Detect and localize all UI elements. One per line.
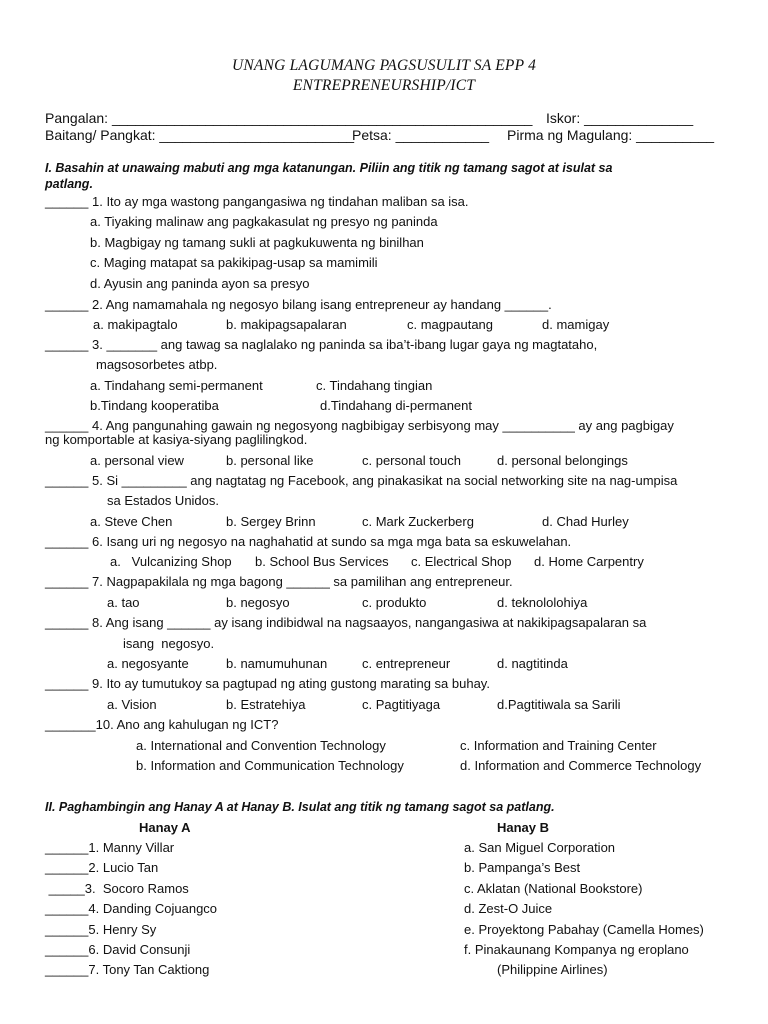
q6-choice-d: d. Home Carpentry [534, 554, 644, 569]
question-4-cont: ng komportable at kasiya-siyang paglilingkod. [45, 432, 308, 447]
q3-choice-b: b.Tindang kooperatiba [90, 398, 219, 413]
q1-choice-c: c. Maging matapat sa pakikipag-usap sa mamimili [90, 255, 378, 270]
question-10: _______10. Ano ang kahulugan ng ICT? [45, 717, 279, 732]
q3-choice-d: d.Tindahang di-permanent [320, 398, 473, 413]
hanay-b-item: c. Aklatan (National Bookstore) [464, 881, 643, 896]
pirma-field: Pirma ng Magulang: __________ [507, 127, 715, 143]
q10-choice-d: d. Information and Commerce Technology [460, 758, 702, 773]
petsa-field: Petsa: ____________ [352, 127, 490, 143]
hanay-b-item: f. Pinakaunang Kompanya ng eroplano [464, 942, 689, 957]
q9-choice-c: c. Pagtitiyaga [362, 697, 441, 712]
q10-choice-c: c. Information and Training Center [460, 738, 657, 753]
question-2: ______ 2. Ang namamahala ng negosyo bilang isang entrepreneur ay handang ______. [45, 297, 552, 312]
hanay-a-header: Hanay A [139, 820, 191, 835]
q2-choice-a: a. makipagtalo [93, 317, 178, 332]
hanay-a-item: ______5. Henry Sy [45, 922, 157, 937]
q2-choice-d: d. mamigay [542, 317, 610, 332]
hanay-a-item: ______4. Danding Cojuangco [45, 901, 218, 916]
q5-choice-b: b. Sergey Brinn [226, 514, 316, 529]
question-3-cont: magsosorbetes atbp. [96, 357, 218, 372]
question-3: ______ 3. _______ ang tawag sa naglalako ng paninda sa iba’t-ibang lugar gaya ng magtataho, [45, 337, 598, 352]
question-6: ______ 6. Isang uri ng negosyo na naghahatid at sundo sa mga mga bata sa eskuwelahan. [45, 534, 572, 549]
quiz-subtitle: ENTREPRENEURSHIP/ICT [292, 77, 476, 94]
question-8: ______ 8. Ang isang ______ ay isang indibidwal na nagsaayos, nangangasiwa at nakikipagsapalaran sa [45, 615, 647, 630]
q10-choice-a: a. International and Convention Technology [136, 738, 386, 753]
hanay-b-header: Hanay B [497, 820, 550, 835]
q9-choice-a: a. Vision [107, 697, 157, 712]
question-1: ______ 1. Ito ay mga wastong pangangasiwa ng tindahan maliban sa isa. [45, 194, 469, 209]
q9-choice-b: b. Estratehiya [226, 697, 306, 712]
q1-choice-d: d. Ayusin ang paninda ayon sa presyo [90, 276, 310, 291]
q6-choice-a: a. Vulcanizing Shop [110, 554, 232, 569]
q2-choice-c: c. magpautang [407, 317, 494, 332]
hanay-a-item: ______1. Manny Villar [45, 840, 175, 855]
q8-choice-d: d. nagtitinda [497, 656, 568, 671]
q4-choice-d: d. personal belongings [497, 453, 628, 468]
baitang-field: Baitang/ Pangkat: _________________________ [45, 127, 355, 143]
question-5-cont: sa Estados Unidos. [107, 493, 220, 508]
question-8-cont: isang negosyo. [123, 636, 215, 651]
hanay-b-item: d. Zest-O Juice [464, 901, 553, 916]
q8-choice-a: a. negosyante [107, 656, 189, 671]
quiz-title: UNANG LAGUMANG PAGSUSULIT SA EPP 4 [231, 57, 537, 74]
question-5: ______ 5. Si _________ ang nagtatag ng Facebook, ang pinakasikat na social networking site na nag-umpisa [45, 473, 678, 488]
q5-choice-a: a. Steve Chen [90, 514, 173, 529]
q7-choice-a: a. tao [107, 595, 140, 610]
q7-choice-d: d. teknololohiya [497, 595, 588, 610]
hanay-a-item: ______6. David Consunji [45, 942, 191, 957]
hanay-a-item: _____3. Socoro Ramos [45, 881, 189, 896]
q3-choice-a: a. Tindahang semi-permanent [90, 378, 263, 393]
q6-choice-c: c. Electrical Shop [411, 554, 512, 569]
q4-choice-c: c. personal touch [362, 453, 462, 468]
hanay-b-item: e. Proyektong Pabahay (Camella Homes) [464, 922, 704, 937]
q5-choice-c: c. Mark Zuckerberg [362, 514, 474, 529]
q1-choice-a: a. Tiyaking malinaw ang pagkakasulat ng presyo ng paninda [90, 214, 438, 229]
question-7: ______ 7. Nagpapakilala ng mga bagong ______ sa pamilihan ang entrepreneur. [45, 574, 513, 589]
hanay-a-item: ______7. Tony Tan Caktiong [45, 962, 210, 977]
iskor-field: Iskor: ______________ [546, 110, 694, 126]
q10-choice-b: b. Information and Communication Technology [136, 758, 404, 773]
hanay-b-item: b. Pampanga’s Best [464, 860, 581, 875]
question-4: ______ 4. Ang pangunahing gawain ng negosyong nagbibigay serbisyong may __________ ay ang pagbigay [45, 418, 674, 433]
hanay-b-item-cont: (Philippine Airlines) [497, 962, 608, 977]
q7-choice-c: c. produkto [362, 595, 427, 610]
part2-instruction: II. Paghambingin ang Hanay A at Hanay B. Isulat ang titik ng tamang sagot sa patlang. [45, 800, 555, 814]
q6-choice-b: b. School Bus Services [255, 554, 389, 569]
q5-choice-d: d. Chad Hurley [542, 514, 629, 529]
part1-instruction: I. Basahin at unawaing mabuti ang mga katanungan. Piliin ang titik ng tamang sagot at isulat sa [45, 161, 613, 175]
q8-choice-b: b. namumuhunan [226, 656, 328, 671]
q3-choice-c: c. Tindahang tingian [316, 378, 433, 393]
question-9: ______ 9. Ito ay tumutukoy sa pagtupad ng ating gustong marating sa buhay. [45, 676, 490, 691]
q2-choice-b: b. makipagsapalaran [226, 317, 347, 332]
q8-choice-c: c. entrepreneur [362, 656, 451, 671]
hanay-b-item: a. San Miguel Corporation [464, 840, 616, 855]
q4-choice-b: b. personal like [226, 453, 314, 468]
q7-choice-b: b. negosyo [226, 595, 290, 610]
q1-choice-b: b. Magbigay ng tamang sukli at pagkukuwenta ng binilhan [90, 235, 424, 250]
q4-choice-a: a. personal view [90, 453, 184, 468]
q9-choice-d: d.Pagtitiwala sa Sarili [497, 697, 621, 712]
hanay-a-item: ______2. Lucio Tan [45, 860, 159, 875]
part1-instruction-cont: patlang. [45, 177, 93, 191]
pangalan-field: Pangalan: ______________________________________________________ [45, 110, 533, 126]
